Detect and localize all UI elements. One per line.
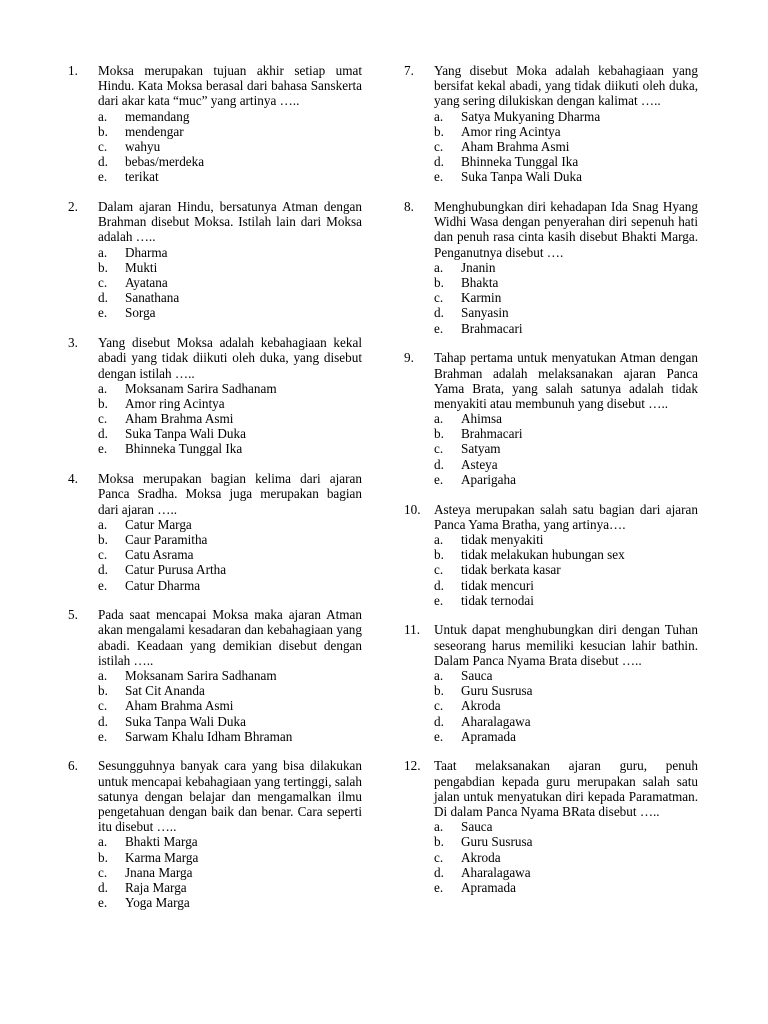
- option-text: Sauca: [461, 819, 493, 835]
- question-8: [404, 199, 698, 336]
- option-letter: e.: [98, 895, 108, 911]
- answer-option: [404, 698, 698, 713]
- option-letter: c.: [98, 698, 108, 714]
- answer-option: [404, 260, 698, 275]
- question-number: 9.: [404, 350, 414, 366]
- answer-option: [68, 517, 362, 532]
- question-6: [68, 758, 362, 910]
- option-text: Ahimsa: [461, 411, 503, 427]
- answer-option: [68, 426, 362, 441]
- answer-option: [404, 124, 698, 139]
- option-text: Brahmacari: [461, 320, 523, 336]
- question-text: Dalam ajaran Hindu, bersatunya Atman dengan Brahman disebut Moksa. Istilah lain dari Moksa adalah …..: [98, 199, 362, 245]
- option-letter: e.: [98, 169, 108, 185]
- question-number: 5.: [68, 607, 78, 623]
- question-4: [68, 471, 362, 593]
- option-text: Sat Cit Ananda: [125, 683, 205, 699]
- option-text: Akroda: [461, 698, 501, 714]
- option-letter: c.: [434, 290, 444, 306]
- option-text: Sanathana: [125, 290, 180, 306]
- option-letter: a.: [98, 834, 108, 850]
- option-letter: e.: [434, 592, 444, 608]
- answer-option: [68, 411, 362, 426]
- right-column: [404, 63, 698, 910]
- option-letter: b.: [98, 683, 108, 699]
- answer-option: [68, 260, 362, 275]
- question-11: [404, 622, 698, 744]
- answer-option: [404, 154, 698, 169]
- option-text: Aham Brahma Asmi: [125, 698, 234, 714]
- option-letter: e.: [434, 169, 444, 185]
- option-text: Jnanin: [461, 259, 496, 275]
- option-letter: b.: [434, 834, 444, 850]
- option-text: Catur Marga: [125, 516, 192, 532]
- answer-option: [68, 305, 362, 320]
- answer-option: [68, 139, 362, 154]
- option-text: wahyu: [125, 138, 161, 154]
- option-letter: d.: [434, 577, 444, 593]
- option-letter: d.: [434, 305, 444, 321]
- option-letter: e.: [434, 471, 444, 487]
- option-letter: d.: [98, 154, 108, 170]
- answer-option: [68, 547, 362, 562]
- answer-option: [68, 578, 362, 593]
- answer-option: [68, 109, 362, 124]
- answer-option: [404, 457, 698, 472]
- option-letter: a.: [98, 516, 108, 532]
- option-text: Catur Dharma: [125, 577, 201, 593]
- answer-option: [68, 683, 362, 698]
- option-letter: a.: [434, 819, 444, 835]
- option-text: Sorga: [125, 305, 156, 321]
- answer-option: [68, 714, 362, 729]
- answer-option: [404, 683, 698, 698]
- answer-option: [404, 411, 698, 426]
- option-text: Akroda: [461, 849, 501, 865]
- option-letter: b.: [434, 547, 444, 563]
- option-text: Bhakti Marga: [125, 834, 198, 850]
- question-5: [68, 607, 362, 744]
- answer-option: [68, 834, 362, 849]
- option-text: Aham Brahma Asmi: [125, 411, 234, 427]
- option-text: Raja Marga: [125, 880, 187, 896]
- answer-option: [404, 714, 698, 729]
- answer-option: [404, 441, 698, 456]
- question-number: 2.: [68, 199, 78, 215]
- option-letter: d.: [434, 713, 444, 729]
- option-text: Amor ring Acintya: [125, 395, 225, 411]
- option-text: Mukti: [125, 259, 158, 275]
- option-letter: d.: [434, 154, 444, 170]
- option-letter: a.: [98, 380, 108, 396]
- answer-option: [404, 729, 698, 744]
- question-text: Taat melaksanakan ajaran guru, penuh pengabdian kepada guru merupakan salah satu jalan untuk menyatukan diri kepada Paramatman. Di dalam Panca Nyama BRata disebut …..: [434, 758, 698, 820]
- option-text: Satyam: [461, 441, 501, 457]
- option-letter: c.: [98, 138, 108, 154]
- option-text: tidak melakukan hubungan sex: [461, 547, 625, 563]
- answer-option: [68, 895, 362, 910]
- answer-option: [68, 154, 362, 169]
- option-letter: e.: [98, 728, 108, 744]
- answer-option: [404, 562, 698, 577]
- question-text: Untuk dapat menghubungkan diri dengan Tuhan seseorang harus memiliki kesucian lahir bathin. Dalam Panca Nyama Brata disebut …..: [434, 622, 698, 668]
- option-text: Suka Tanpa Wali Duka: [125, 426, 246, 442]
- option-text: terikat: [125, 169, 159, 185]
- option-letter: c.: [434, 562, 444, 578]
- option-text: memandang: [125, 108, 190, 124]
- answer-option: [404, 109, 698, 124]
- option-text: Sauca: [461, 668, 493, 683]
- question-1: [68, 63, 362, 185]
- option-letter: c.: [434, 698, 444, 714]
- option-text: Karmin: [461, 290, 502, 306]
- option-letter: e.: [434, 728, 444, 744]
- answer-option: [404, 275, 698, 290]
- option-letter: d.: [98, 880, 108, 896]
- option-letter: b.: [98, 395, 108, 411]
- answer-option: [68, 381, 362, 396]
- answer-option: [404, 321, 698, 336]
- question-number: 10.: [404, 501, 421, 517]
- answer-option: [68, 698, 362, 713]
- option-text: Aparigaha: [461, 471, 516, 487]
- answer-option: [404, 305, 698, 320]
- option-text: Bhinneka Tunggal Ika: [461, 154, 579, 170]
- answer-option: [404, 290, 698, 305]
- answer-option: [68, 668, 362, 683]
- question-10: [404, 502, 698, 608]
- answer-option: [68, 275, 362, 290]
- option-text: Satya Mukyaning Dharma: [461, 108, 601, 124]
- question-text: Moksa merupakan tujuan akhir setiap umat Hindu. Kata Moksa berasal dari bahasa Sanskerta dari akar kata “muc” yang artinya …..: [98, 63, 362, 109]
- question-text: Tahap pertama untuk menyatukan Atman dengan Brahman adalah melaksanakan ajaran Panca Yama Brata, yang salah satunya adalah tidak menyakiti atau membunuh yang disebut …..: [434, 350, 698, 411]
- question-number: 12.: [404, 758, 421, 774]
- answer-option: [404, 532, 698, 547]
- option-letter: d.: [434, 456, 444, 472]
- question-7: [404, 63, 698, 185]
- option-letter: a.: [434, 531, 444, 547]
- option-letter: b.: [98, 123, 108, 139]
- option-text: Suka Tanpa Wali Duka: [461, 169, 582, 185]
- question-2: [68, 199, 362, 321]
- question-text: Yang disebut Moksa adalah kebahagiaan kekal abadi yang tidak diikuti oleh duka, yang disebut dengan istilah …..: [98, 335, 362, 381]
- option-text: Guru Susrusa: [461, 683, 533, 699]
- option-letter: b.: [434, 123, 444, 139]
- answer-option: [68, 865, 362, 880]
- option-letter: b.: [434, 426, 444, 442]
- answer-option: [404, 880, 698, 895]
- answer-option: [68, 441, 362, 456]
- option-letter: a.: [434, 411, 444, 427]
- option-text: Yoga Marga: [125, 895, 190, 911]
- option-text: Dharma: [125, 244, 168, 260]
- answer-option: [68, 396, 362, 411]
- option-text: Sarwam Khalu Idham Bhraman: [125, 728, 293, 744]
- option-text: Karma Marga: [125, 849, 199, 865]
- option-letter: b.: [434, 275, 444, 291]
- question-text: Yang disebut Moka adalah kebahagiaan yang bersifat kekal abadi, yang tidak diikuti oleh duka, yang sering dilukiskan dengan kalimat …..: [434, 63, 698, 109]
- option-letter: d.: [98, 290, 108, 306]
- answer-option: [68, 850, 362, 865]
- option-text: Apramada: [461, 728, 516, 744]
- answer-option: [404, 426, 698, 441]
- answer-option: [404, 139, 698, 154]
- option-text: Sanyasin: [461, 305, 509, 321]
- option-text: Catu Asrama: [125, 547, 194, 563]
- question-number: 4.: [68, 471, 78, 487]
- answer-option: [68, 245, 362, 260]
- option-letter: a.: [98, 244, 108, 260]
- option-letter: c.: [98, 864, 108, 880]
- answer-option: [68, 124, 362, 139]
- option-letter: c.: [434, 138, 444, 154]
- option-letter: d.: [98, 426, 108, 442]
- answer-option: [404, 472, 698, 487]
- answer-option: [404, 850, 698, 865]
- answer-option: [68, 880, 362, 895]
- option-text: Aharalagawa: [461, 713, 531, 729]
- option-text: tidak ternodai: [461, 592, 534, 608]
- option-text: Bhinneka Tunggal Ika: [125, 441, 243, 457]
- left-column: [68, 63, 362, 925]
- option-text: Aharalagawa: [461, 864, 531, 880]
- answer-option: [68, 290, 362, 305]
- answer-option: [404, 668, 698, 683]
- option-letter: b.: [98, 531, 108, 547]
- question-12: [404, 758, 698, 895]
- question-text: Asteya merupakan salah satu bagian dari ajaran Panca Yama Bratha, yang artinya….: [434, 501, 698, 532]
- option-text: Ayatana: [125, 275, 168, 291]
- question-text: Moksa merupakan bagian kelima dari ajaran Panca Sradha. Moksa juga merupakan bagian dari ajaran …..: [98, 471, 362, 517]
- option-letter: b.: [434, 683, 444, 699]
- option-letter: d.: [98, 713, 108, 729]
- option-letter: b.: [98, 849, 108, 865]
- answer-option: [404, 578, 698, 593]
- question-3: [68, 335, 362, 457]
- question-9: [404, 350, 698, 487]
- option-letter: d.: [434, 864, 444, 880]
- option-text: Bhakta: [461, 275, 499, 291]
- answer-option: [404, 593, 698, 608]
- question-text: Menghubungkan diri kehadapan Ida Snag Hyang Widhi Wasa dengan penyerahan diri sepenuh hati dan penuh rasa cinta kasih disebut Bhakti Marga. Penganutnya disebut ….: [434, 199, 698, 260]
- question-text: Sesungguhnya banyak cara yang bisa dilakukan untuk mencapai kebahagiaan yang tertinggi, salah satunya dengan belajar dan mengamalkan ilmu pengetahuan dengan baik dan benar. Cara seperti itu disebut …..: [98, 758, 362, 835]
- option-text: tidak menyakiti: [461, 531, 544, 547]
- question-number: 7.: [404, 63, 414, 78]
- option-letter: a.: [434, 108, 444, 124]
- option-text: Aham Brahma Asmi: [461, 138, 570, 154]
- option-text: Moksanam Sarira Sadhanam: [125, 668, 277, 683]
- answer-option: [404, 169, 698, 184]
- answer-option: [404, 834, 698, 849]
- option-text: mendengar: [125, 123, 184, 139]
- question-number: 3.: [68, 335, 78, 351]
- option-letter: c.: [434, 441, 444, 457]
- option-letter: c.: [98, 411, 108, 427]
- option-letter: a.: [98, 108, 108, 124]
- answer-option: [68, 729, 362, 744]
- option-text: tidak berkata kasar: [461, 562, 561, 578]
- answer-option: [404, 547, 698, 562]
- option-letter: c.: [98, 275, 108, 291]
- option-letter: a.: [98, 668, 108, 683]
- answer-option: [68, 562, 362, 577]
- option-text: Caur Paramitha: [125, 531, 208, 547]
- option-text: Jnana Marga: [125, 864, 193, 880]
- question-text: Pada saat mencapai Moksa maka ajaran Atman akan mengalami kesadaran dan kebahagiaan yang abadi. Keadaan yang demikian disebut dengan istilah …..: [98, 607, 362, 668]
- question-number: 11.: [404, 622, 420, 638]
- option-letter: d.: [98, 562, 108, 578]
- option-text: Guru Susrusa: [461, 834, 533, 850]
- option-letter: e.: [98, 441, 108, 457]
- question-number: 8.: [404, 199, 414, 215]
- option-text: Moksanam Sarira Sadhanam: [125, 380, 277, 396]
- option-letter: a.: [434, 259, 444, 275]
- option-letter: b.: [98, 259, 108, 275]
- option-text: Amor ring Acintya: [461, 123, 561, 139]
- option-letter: c.: [434, 849, 444, 865]
- option-letter: e.: [98, 305, 108, 321]
- option-letter: c.: [98, 547, 108, 563]
- option-letter: e.: [434, 880, 444, 895]
- option-text: Apramada: [461, 880, 516, 895]
- option-text: bebas/merdeka: [125, 154, 205, 170]
- answer-option: [68, 532, 362, 547]
- answer-option: [68, 169, 362, 184]
- answer-option: [404, 819, 698, 834]
- option-text: Suka Tanpa Wali Duka: [125, 713, 246, 729]
- option-text: Asteya: [461, 456, 498, 472]
- answer-option: [404, 865, 698, 880]
- option-letter: e.: [98, 577, 108, 593]
- option-letter: a.: [434, 668, 444, 683]
- option-text: Catur Purusa Artha: [125, 562, 227, 578]
- option-text: tidak mencuri: [461, 577, 534, 593]
- option-text: Brahmacari: [461, 426, 523, 442]
- option-letter: e.: [434, 320, 444, 336]
- question-number: 6.: [68, 758, 78, 774]
- question-number: 1.: [68, 63, 78, 78]
